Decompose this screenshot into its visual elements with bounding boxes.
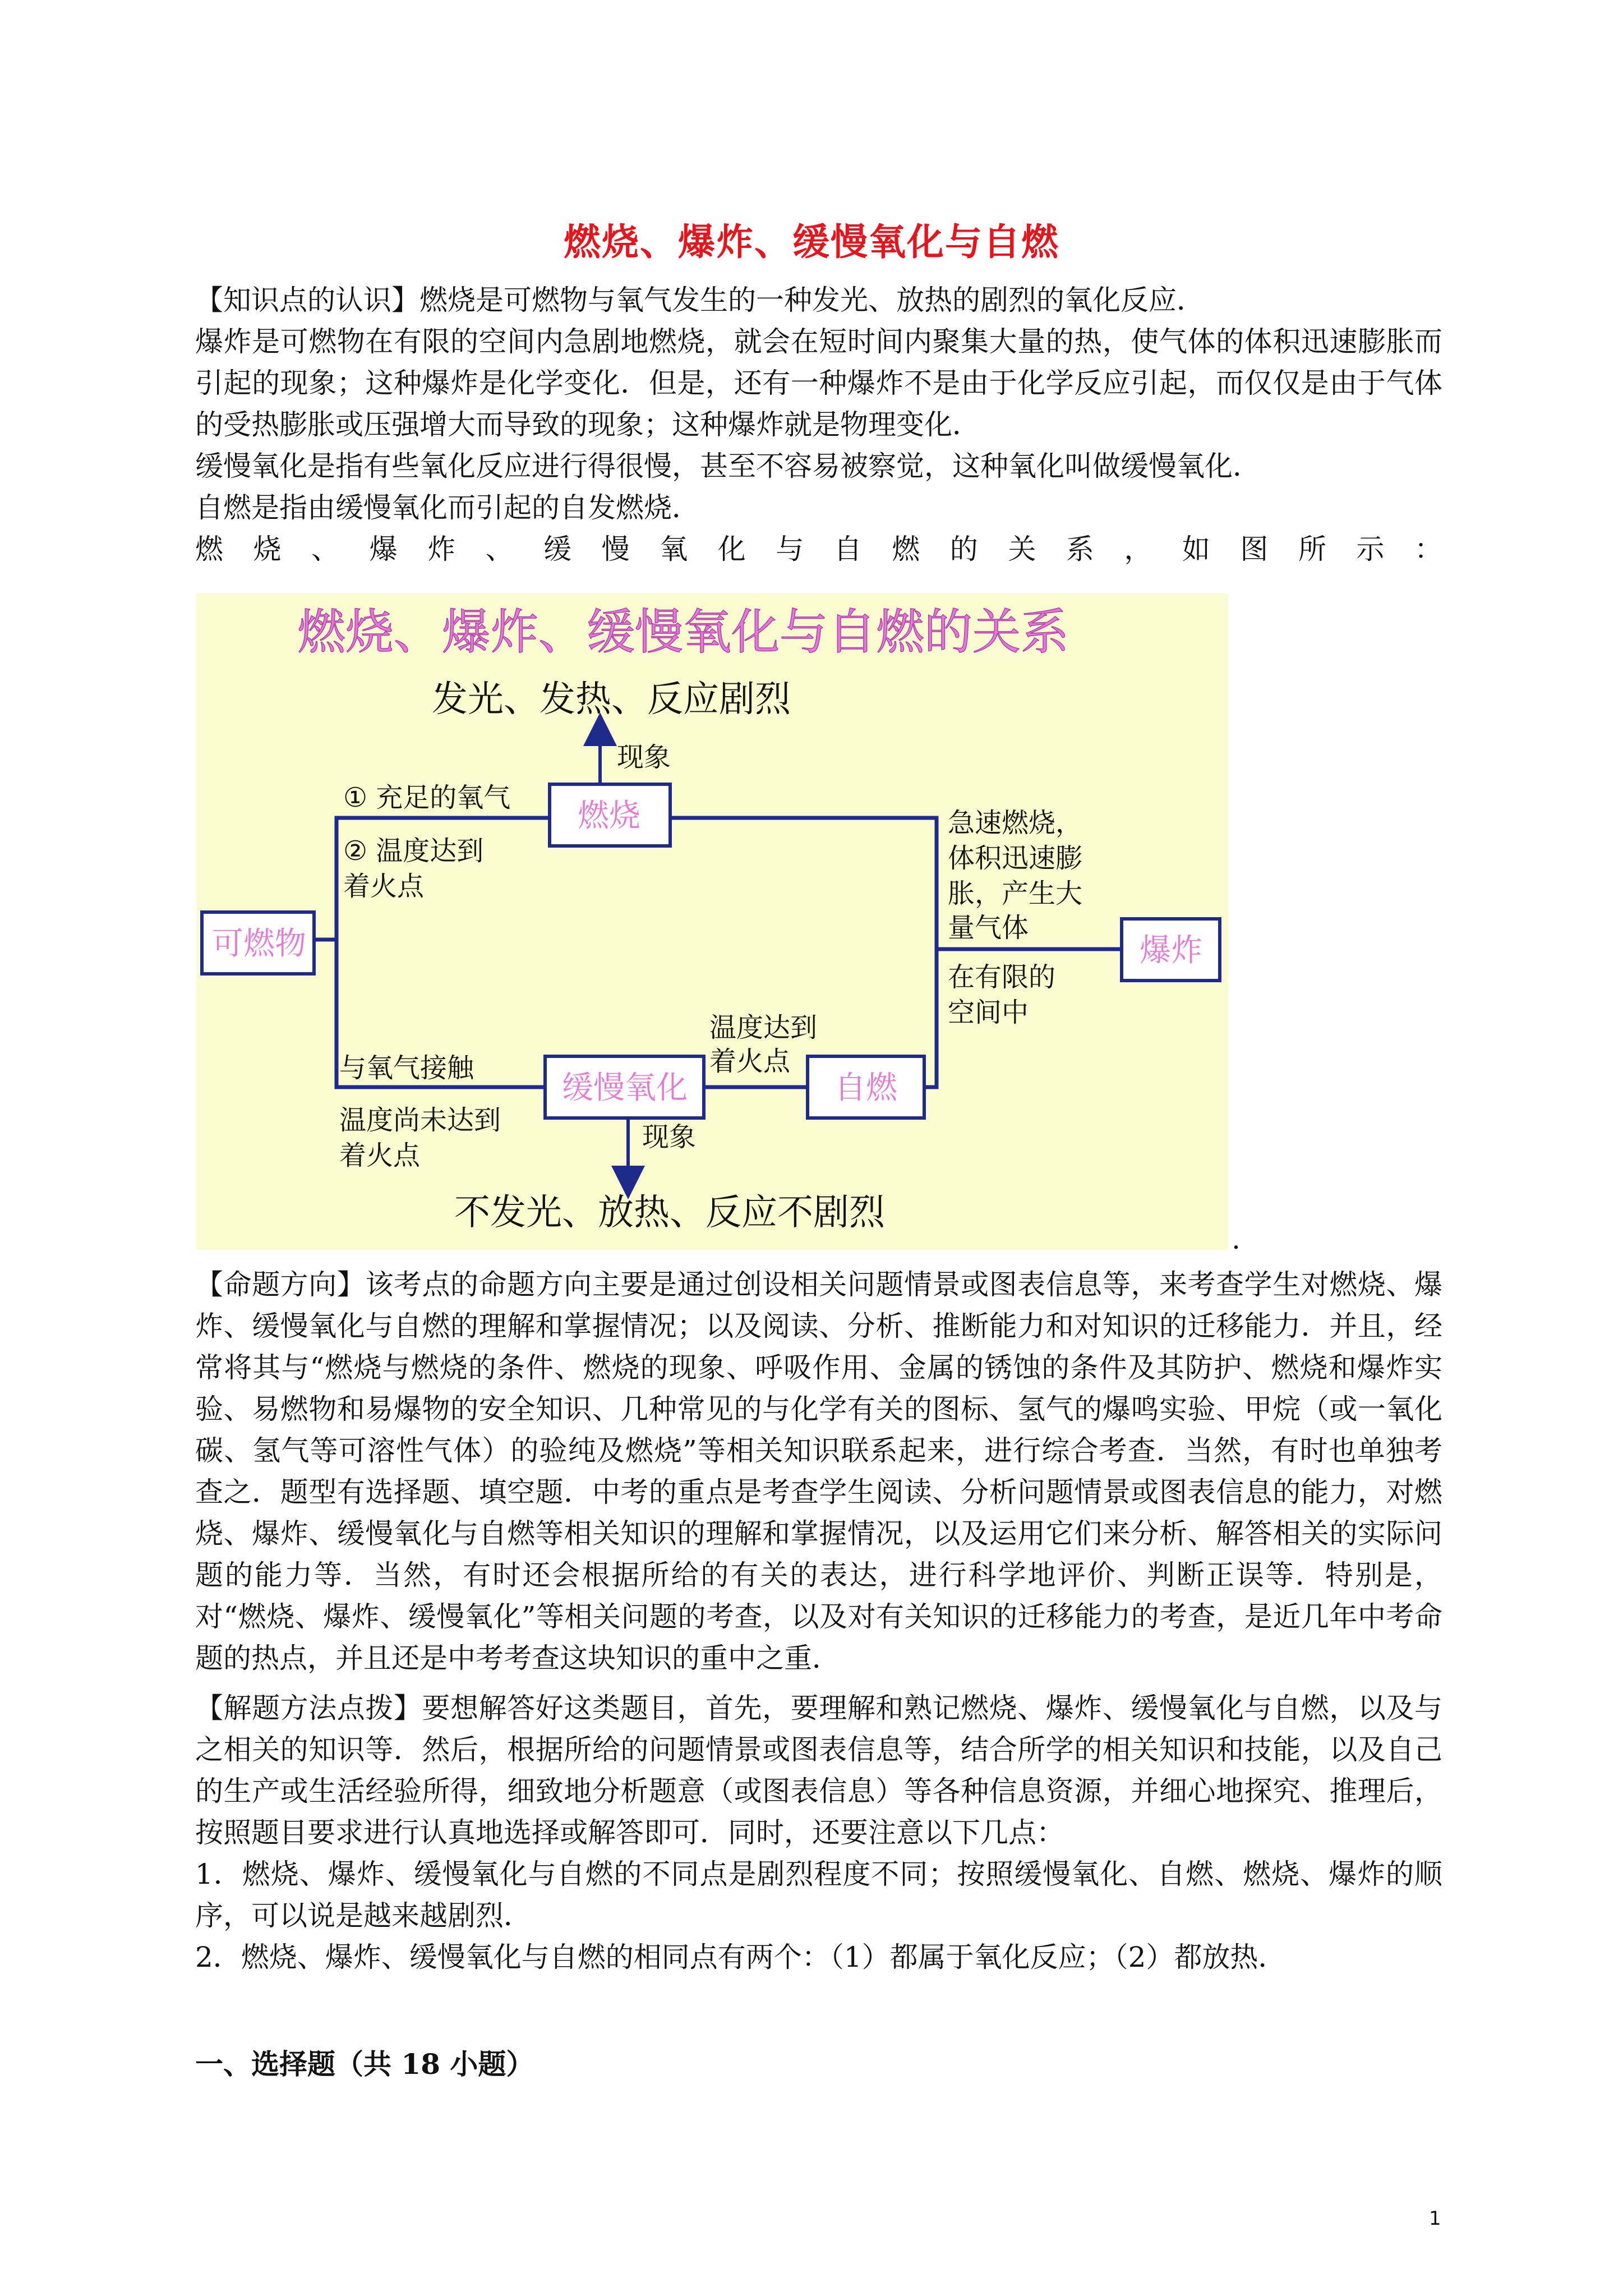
limited-space-2: 空间中 [948,997,1029,1028]
page-number: 1 [1429,2207,1441,2230]
method-point-1: 1．燃烧、爆炸、缓慢氧化与自燃的不同点是剧烈程度不同；按照缓慢氧化、自燃、燃烧、爆炸的顺序，可以说是越来越剧烈． [195,1858,1442,1932]
method-label: 【解题方法点拨】 [195,1692,422,1724]
explosion-desc-1: 急速燃烧， [948,807,1083,839]
exam-direction-paragraph [195,1264,1442,1679]
exam-direction-text: 该考点的命题方向主要是通过创设相关问题情景或图表信息等，来考查学生对燃烧、爆炸、缓慢氧化与自燃的理解和掌握情况；以及阅读、分析、推断能力和对知识的迁移能力．并且，经常将其与“燃烧与燃烧的条件、燃烧的现象、呼吸作用、金属的锈蚀的条件及其防护、燃烧和爆炸实验、易燃物和易爆物的安全知识、几种常见的与化学有关的图标、氢气的爆鸣实验、甲烷（或一氧化碳、氢气等可溶性气体）的验纯及燃烧”等相关知识联系起来，进行综合考查．当然，有时也单独考查之．题型有选择题、填空题．中考的重点是考查学生阅读、分析问题情景或图表信息的能力，对燃烧、爆炸、缓慢氧化与自燃等相关知识的理解和掌握情况，以及运用它们来分析、解答相关的实际问题的能力等．当然，有时还会根据所给的有关的表达，进行科学地评价、判断正误等．特别是，对“燃烧、爆炸、缓慢氧化”等相关问题的考查，以及对有关知识的迁移能力的考查，是近几年中考命题的热点，并且还是中考考查这块知识的重中之重． [195,1268,1443,1674]
explosion-desc-4: 量气体 [948,912,1029,944]
knowledge-paragraph [195,279,1442,321]
condition-temperature-1: ② 温度达到 [343,835,484,867]
method-text: 要想解答好这类题目，首先，要理解和熟记燃烧、爆炸、缓慢氧化与自燃，以及与之相关的知识等．然后，根据所给的问题情景或图表信息等，结合所学的相关知识和技能，以及自己的生产或生活经验所得，细致地分析题意（或图表信息）等各种信息资源，并细心地探究、推理后，按照题目要求进行认真地选择或解答即可．同时，还要注意以下几点： [195,1692,1443,1849]
page-title: 燃烧、爆炸、缓慢氧化与自燃 [564,220,1059,264]
contact-oxygen-label: 与氧气接触 [339,1052,474,1084]
bottom-effect-text: 不发光、放热、反应不剧烈 [454,1192,885,1234]
phenomenon-bottom-label: 现象 [642,1121,697,1153]
diagram-title: 燃烧、爆炸、缓慢氧化与自燃的关系 [297,604,1069,660]
limited-space-1: 在有限的 [948,961,1056,993]
explosion-desc-3: 胀，产生大 [948,878,1083,909]
spontaneous-paragraph: 自燃是指由缓慢氧化而引起的自发燃烧． [195,491,700,524]
section-heading: 一、选择题（共 18 小题） [195,2047,534,2081]
temp-reach-2: 着火点 [709,1046,791,1077]
temp-not-reach-2: 着火点 [339,1140,421,1171]
top-effect-text: 发光、发热、反应剧烈 [432,679,791,720]
spontaneous-box-label: 自燃 [834,1070,897,1106]
explosion-box-label: 爆炸 [1140,932,1202,969]
condition-oxygen: ① 充足的氧气 [343,782,511,813]
phenomenon-top-label: 现象 [617,742,671,773]
explosion-desc-2: 体积迅速膨 [948,843,1083,874]
temp-not-reach-1: 温度尚未达到 [339,1105,501,1136]
fuel-box-label: 可燃物 [212,926,306,962]
slow-oxidation-box-label: 缓慢氧化 [562,1070,688,1106]
method-paragraph [195,1687,1442,1853]
diagram-trailing-period: . [1232,1223,1241,1255]
temp-reach-1: 温度达到 [709,1012,818,1043]
condition-temperature-2: 着火点 [343,871,425,902]
right-bottom-line [924,947,937,1087]
knowledge-definition: 燃烧是可燃物与氧气发生的一种发光、放热的剧烈的氧化反应． [419,284,1205,316]
method-point-2: 2．燃烧、爆炸、缓慢氧化与自燃的相同点有两个：（1）都属于氧化反应；（2）都放热． [195,1941,1287,1973]
explosion-paragraph: 爆炸是可燃物在有限的空间内急剧地燃烧，就会在短时间内聚集大量的热，使气体的体积迅速膨胀而引起的现象；这种爆炸是化学变化．但是，还有一种爆炸不是由于化学反应引起，而仅仅是由于气体的受热膨胀或压强增大而导致的现象；这种爆炸就是物理变化． [195,325,1442,441]
right-top-line [670,818,937,947]
combustion-box-label: 燃烧 [578,798,640,834]
relation-diagram [196,593,1228,1250]
knowledge-label: 【知识点的认识】 [195,284,419,316]
slow-oxidation-paragraph: 缓慢氧化是指有些氧化反应进行得很慢，甚至不容易被察觉，这种氧化叫做缓慢氧化． [195,450,1261,482]
relation-intro: 燃烧、爆炸、缓慢氧化与自燃的关系，如图所示： [195,533,1442,565]
exam-direction-label: 【命题方向】 [195,1268,366,1301]
